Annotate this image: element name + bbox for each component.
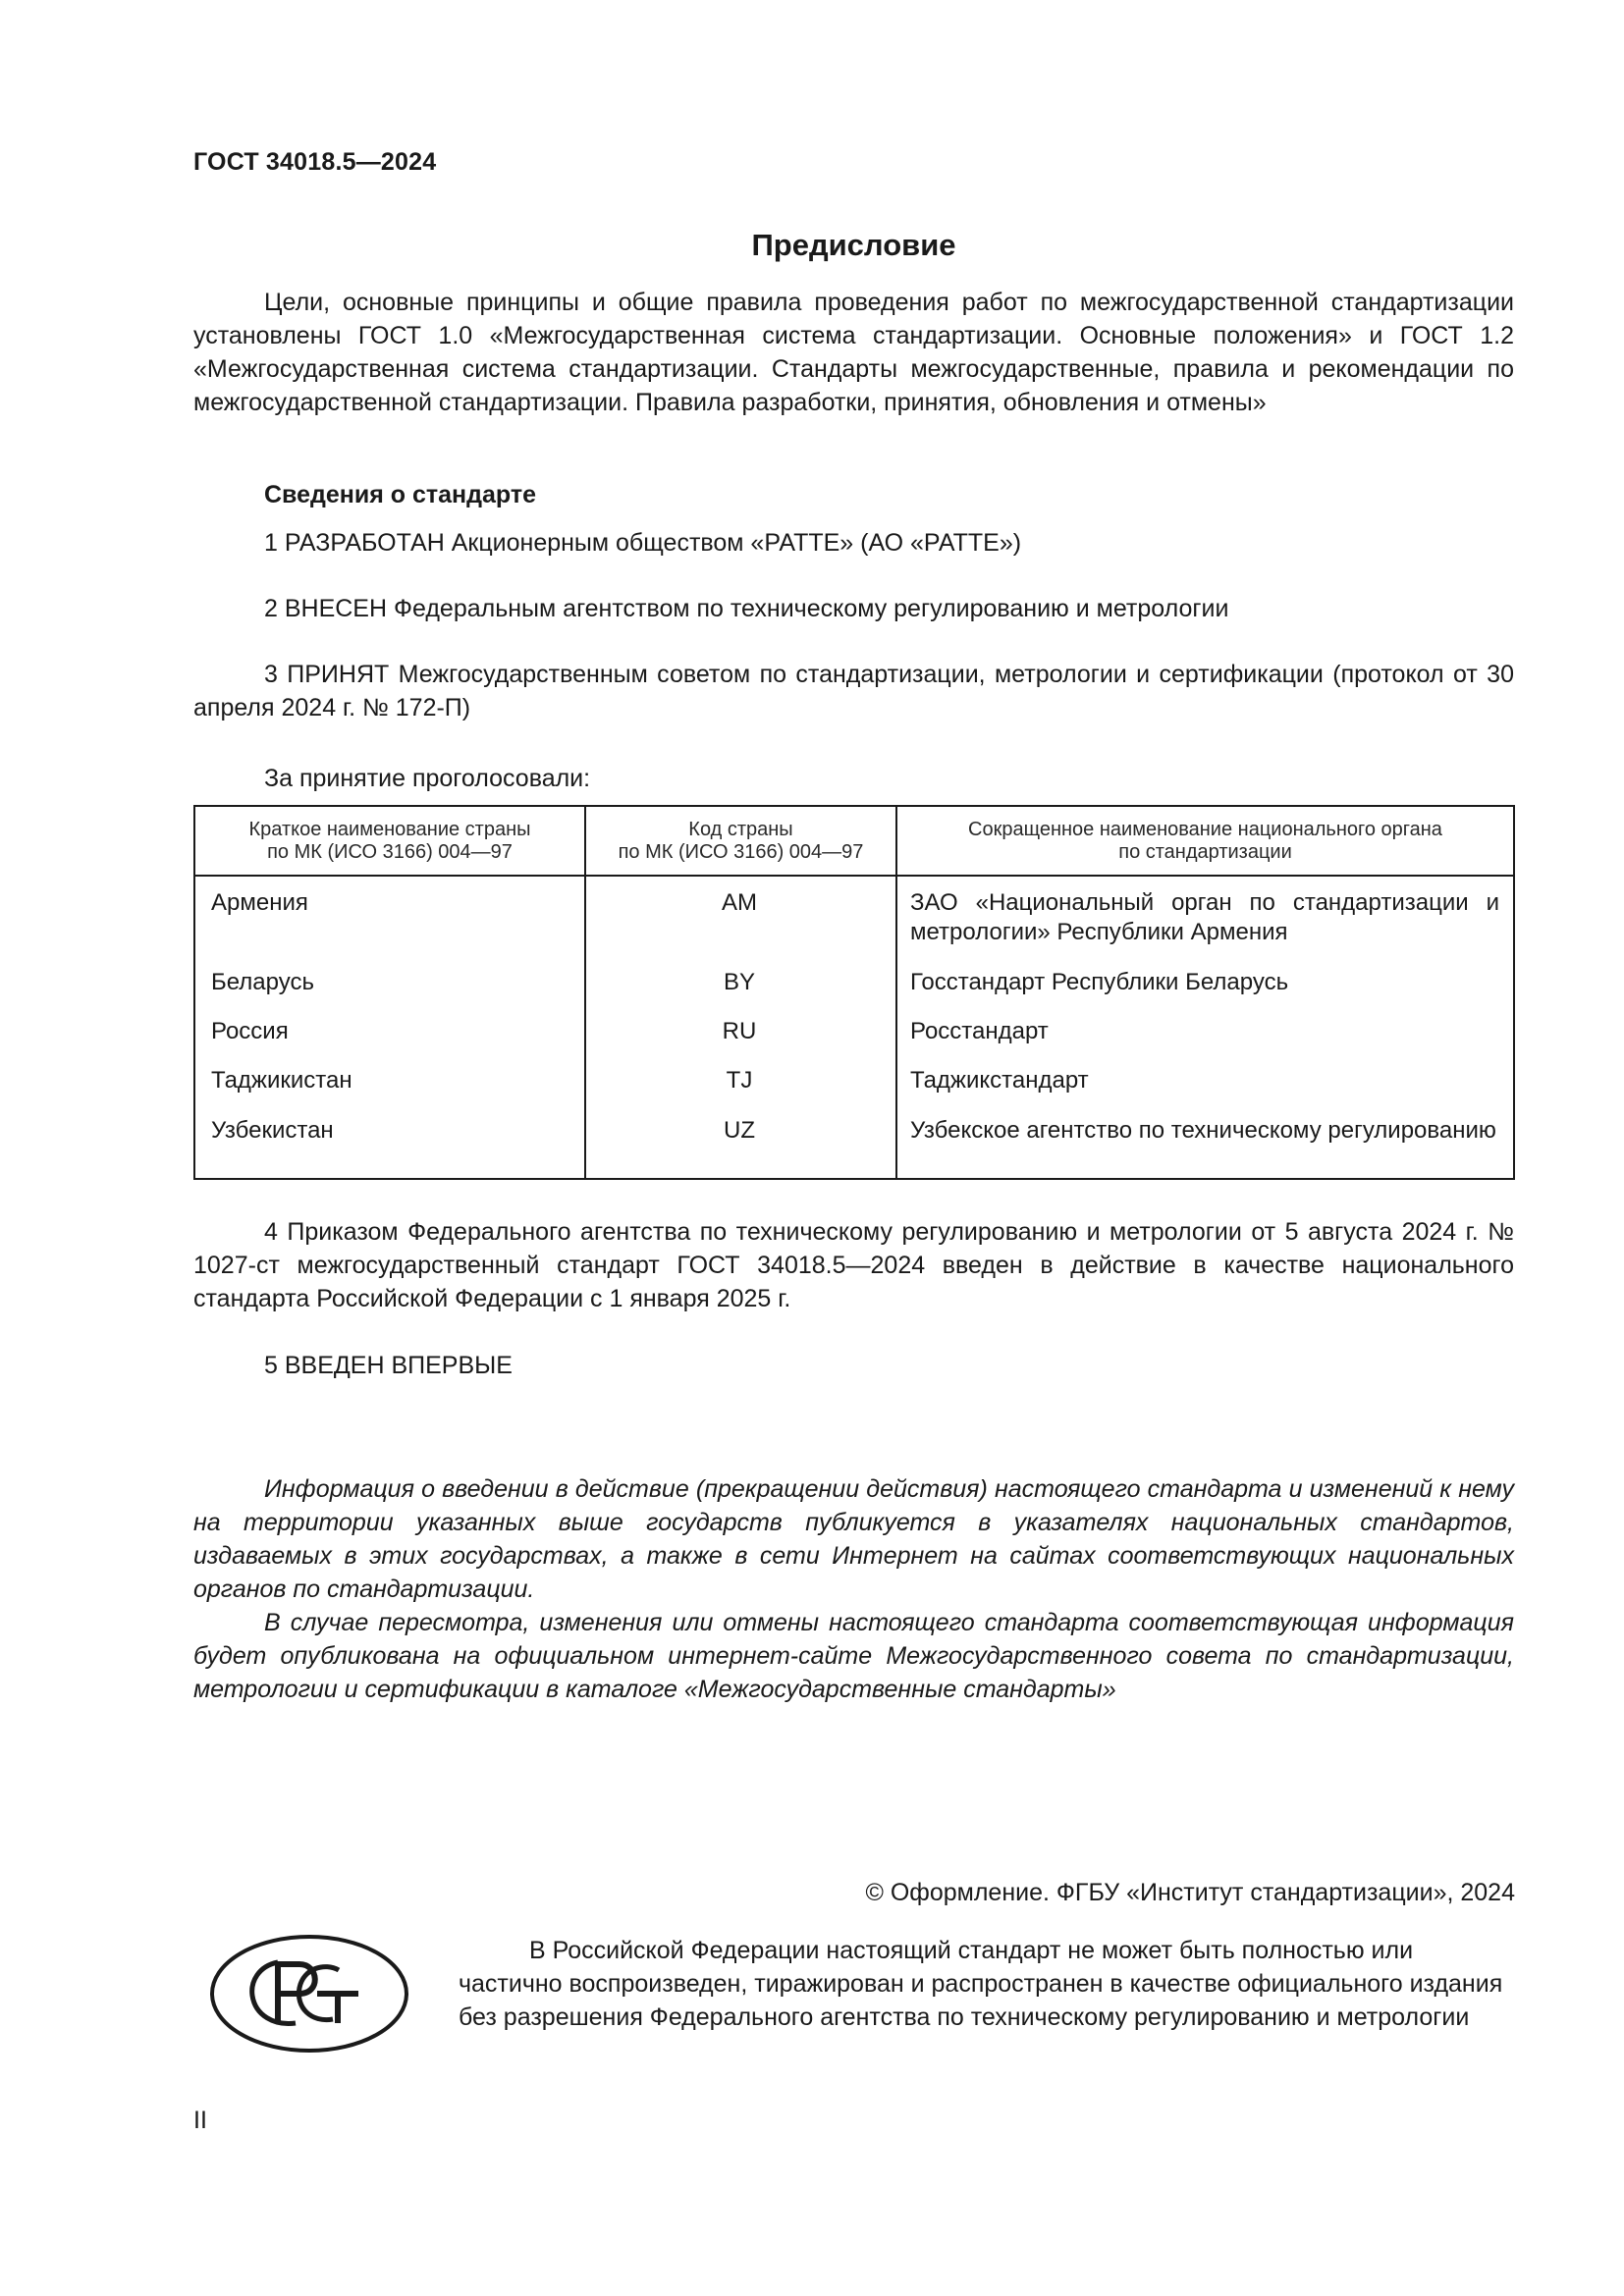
document-code: ГОСТ 34018.5—2024 [193, 148, 437, 176]
table-header [195, 807, 1513, 877]
header-body-line: Сокращенное наименование национального органа [968, 819, 1442, 840]
info-paragraph: В случае пересмотра, изменения или отмены настоящего стандарта соответствующая информация будет опубликована на официальном интернет-сайте Межгосударственного совета по стандартизации, метрологии и сертификации в каталоге «Межгосударственные стандарты» [193, 1609, 1514, 1703]
country-cell: Беларусь [211, 969, 314, 995]
body-cell: ЗАО «Национальный орган по стандартизации и метрологии» Республики Армения [910, 889, 1499, 945]
header-country [195, 819, 584, 864]
code-cell: RU [722, 1018, 757, 1044]
header-body-line: по стандартизации [1118, 841, 1292, 863]
item-first-introduced: 5 ВВЕДЕН ВПЕРВЫЕ [264, 1352, 513, 1379]
reproduction-notice: В Российской Федерации настоящий стандарт не может быть полностью или частично воспроизведен, тиражирован и распространен в качестве официального издания без разрешения Федерального агентства по техническому регулированию и метрологии [459, 1937, 1503, 2031]
header-code [586, 819, 895, 864]
item-submitted: 2 ВНЕСЕН Федеральным агентством по техническому регулированию и метрологии [264, 595, 1229, 622]
body-cell: Узбекское агентство по техническому регулированию [910, 1117, 1496, 1144]
body-cell: Росстандарт [910, 1018, 1049, 1044]
voting-table [193, 805, 1515, 1180]
item-developed: 1 РАЗРАБОТАН Акционерным обществом «РАТТЕ» (АО «РАТТЕ») [264, 529, 1022, 557]
copyright-line: © Оформление. ФГБУ «Институт стандартизации», 2024 [865, 1879, 1515, 1906]
header-body [897, 819, 1513, 864]
intro-paragraph: Цели, основные принципы и общие правила проведения работ по межгосударственной стандартизации установлены ГОСТ 1.0 «Межгосударственная система стандартизации. Основные положения» и ГОСТ 1.2 «Межгосударственная система стандартизации. Стандарты межгосударственные, правила и рекомендации по межгосударственной стандартизации. Правила разработки, принятия, обновления и отмены» [193, 289, 1514, 416]
header-country-line: Краткое наименование страны [248, 819, 531, 840]
body-cell: Госстандарт Республики Беларусь [910, 969, 1289, 995]
header-code-line: Код страны [688, 819, 793, 840]
code-cell: UZ [724, 1117, 755, 1144]
page-title: Предисловие [751, 228, 956, 262]
code-cell: BY [723, 969, 755, 995]
info-paragraph: Информация о введении в действие (прекращении действия) настоящего стандарта и изменений к нему на территории указанных выше государств публикуется в указателях национальных стандартов, издаваемых в этих государствах, а также в сети Интернет на сайтах соответствующих национальных органов по стандартизации. [193, 1475, 1514, 1603]
country-cell: Таджикистан [211, 1067, 352, 1094]
code-cell: AM [722, 889, 757, 916]
standard-info-heading: Сведения о стандарте [264, 481, 537, 508]
code-cell: TJ [726, 1067, 753, 1094]
country-cell: Узбекистан [211, 1117, 334, 1144]
item-adopted: 3 ПРИНЯТ Межгосударственным советом по стандартизации, метрологии и сертификации (протокол от 30 апреля 2024 г. № 172-П) [193, 661, 1514, 721]
country-cell: Армения [211, 889, 308, 916]
header-country-line: по МК (ИСО 3166) 004—97 [267, 841, 513, 863]
header-code-line: по МК (ИСО 3166) 004—97 [618, 841, 864, 863]
pct-certification-mark-icon [209, 1933, 409, 2055]
item-enacted: 4 Приказом Федерального агентства по техническому регулированию и метрологии от 5 августа 2024 г. № 1027-ст межгосударственный стандарт ГОСТ 34018.5—2024 введен в действие в качестве национального стандарта Российской Федерации с 1 января 2025 г. [193, 1218, 1514, 1312]
body-cell: Таджикстандарт [910, 1067, 1089, 1094]
country-cell: Россия [211, 1018, 289, 1044]
page-number: II [193, 2107, 207, 2134]
voted-label: За принятие проголосовали: [264, 765, 591, 792]
